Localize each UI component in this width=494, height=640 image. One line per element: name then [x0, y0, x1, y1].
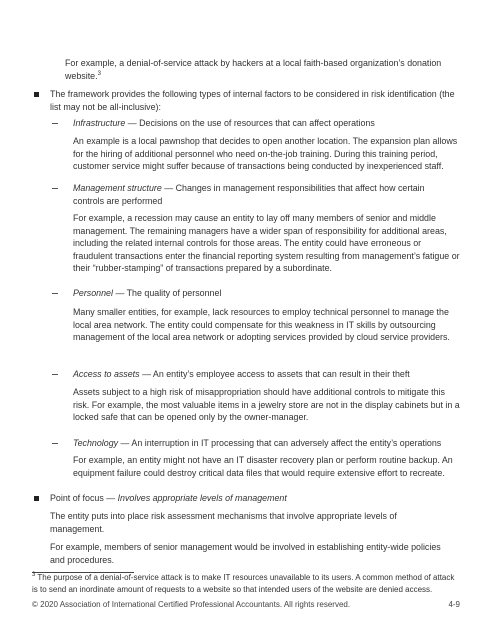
page-footer: [32, 600, 460, 610]
factor-title: Management structure: [73, 183, 162, 193]
separator: —: [115, 288, 125, 298]
factor-desc: An interruption in IT processing that can adversely affect the entity’s operations: [131, 438, 442, 448]
factor-access-example: Assets subject to a high risk of misappropriation should have additional controls to mitigate this risk. For example, the most valuable items in a jewelry store are not in the display cabinets but in a locked safe that can be opened only by the owner-manager.: [73, 387, 460, 423]
footnote-text: The purpose of a denial-of-service attack is to make IT resources unavailable to its users. A common method of attack is to send an inordinate amount of requests to a website so that intended users of the website are denied access.: [32, 573, 455, 594]
footnote-ref: 3: [97, 70, 101, 77]
point-of-focus-heading: [50, 492, 462, 505]
intro-paragraph: [65, 57, 465, 82]
separator: —: [142, 369, 151, 379]
separator: —: [120, 438, 130, 448]
factor-infrastructure-heading: [73, 117, 463, 130]
factor-management-example: For example, a recession may cause an entity to lay off many members of senior and middle management. The remaining managers have a wider span of responsibility for additional areas, including the related internal controls for those areas. The entity could have erroneous or fraudulent transactions enter the financial reporting system resulting from management’s fatigue or their “rubber-stamping” of transactions prepared by a subordinate.: [73, 213, 460, 274]
factor-desc: Decisions on the use of resources that can affect operations: [139, 118, 375, 128]
bullet-marker: [34, 92, 39, 97]
point-of-focus-label: Point of focus: [50, 493, 104, 503]
factor-personnel-heading: [73, 287, 463, 300]
dash-marker: [52, 123, 58, 124]
separator: —: [106, 493, 116, 503]
factor-technology-heading: [73, 437, 463, 450]
separator: —: [127, 118, 137, 128]
factor-access-heading: [73, 368, 463, 381]
factor-management-heading: [73, 182, 443, 207]
factor-infrastructure-example: An example is a local pawnshop that decides to open another location. The expansion plan allows for the hiring of additional personnel who need on-the-job training. During this training period, customer service might suffer because of transactions being conducted by inexperienced staff.: [73, 136, 458, 172]
footnote: [32, 572, 462, 595]
factor-title: Personnel: [73, 288, 113, 298]
page-number: 4-9: [448, 600, 460, 609]
factor-title: Access to assets: [73, 369, 140, 379]
dash-marker: [52, 443, 58, 444]
dash-marker: [52, 374, 58, 375]
bullet1-text: The framework provides the following types of internal factors to be considered in risk identification (the list may not be all-inclusive):: [50, 89, 455, 112]
dash-marker: [52, 188, 58, 189]
separator: —: [164, 183, 174, 193]
factor-desc: The quality of personnel: [126, 288, 222, 298]
factor-desc: Changes in management responsibilities that affect how certain controls are performed: [73, 183, 425, 206]
dash-marker: [52, 293, 58, 294]
point-of-focus-title: Involves appropriate levels of management: [117, 493, 287, 503]
point-of-focus-para2: For example, members of senior management would be involved in establishing entity-wide policies and procedures.: [50, 542, 441, 565]
point-of-focus-para1: The entity puts into place risk assessment mechanisms that involve appropriate levels of management.: [50, 511, 397, 534]
intro-text: For example, a denial-of-service attack by hackers at a local faith-based organization’s donation website.: [65, 58, 442, 81]
copyright-text: © 2020 Association of International Certified Professional Accountants. All rights reserved.: [32, 600, 351, 609]
bullet-marker: [34, 496, 39, 501]
factor-title: Technology: [73, 438, 119, 448]
factor-personnel-example: Many smaller entities, for example, lack resources to employ technical personnel to manage the local area network. The entity could compensate for this weakness in IT skills by outsourcing management of the local area network or adopting services provided by cloud service providers.: [73, 307, 450, 343]
footnote-number: 3: [32, 572, 36, 578]
factor-technology-example: For example, an entity might not have an IT disaster recovery plan or perform routine backup. An equipment failure could destroy critical data files that would require extensive effort to recreate.: [73, 455, 453, 478]
factor-title: Infrastructure: [73, 118, 126, 128]
factor-desc: An entity’s employee access to assets that can result in their theft: [152, 369, 410, 379]
